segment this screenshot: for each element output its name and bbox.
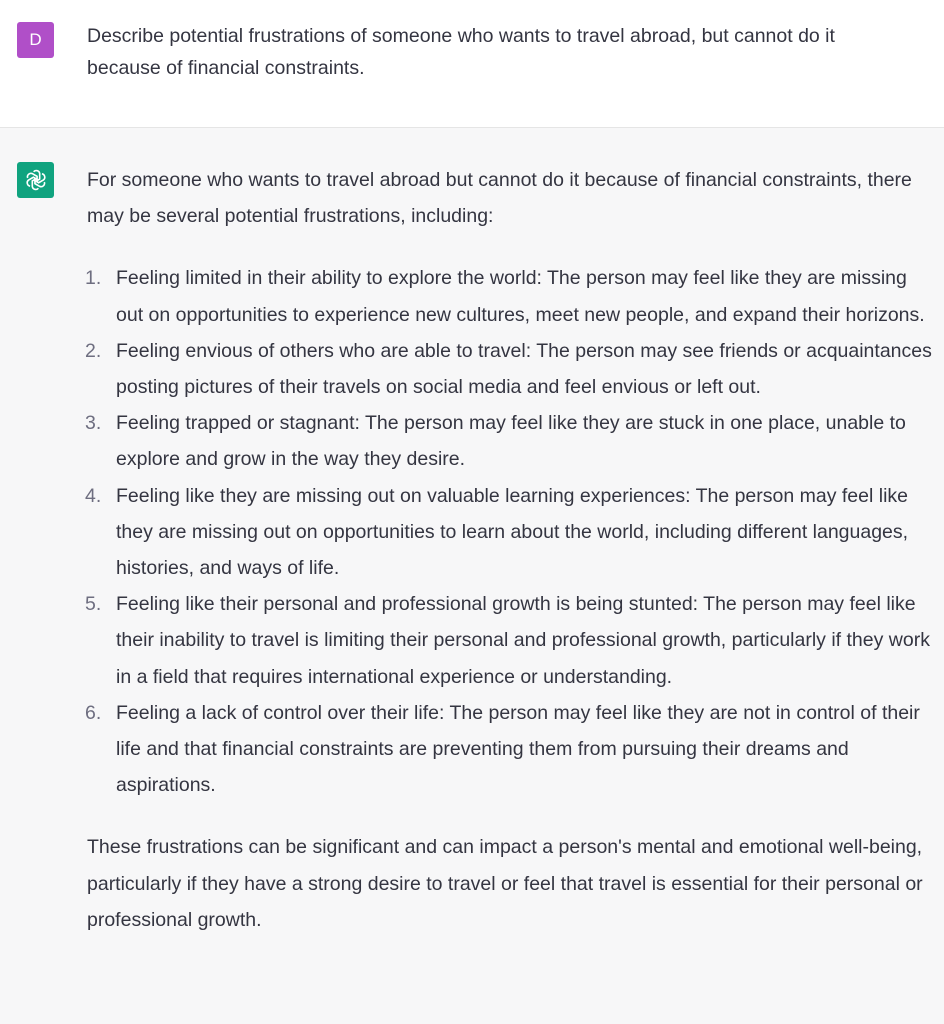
assistant-avatar — [17, 162, 54, 198]
list-item — [87, 260, 932, 332]
list-item — [87, 695, 932, 804]
list-item-text: Feeling a lack of control over their life: The person may feel like they are not in control of their life and that financial constraints are preventing them from pursuing their dreams and aspirations. — [116, 701, 920, 797]
list-item — [87, 586, 932, 695]
assistant-message-content — [87, 162, 932, 938]
list-item-text: Feeling envious of others who are able to travel: The person may see friends or acquaintances posting pictures of their travels on social media and feel envious or left out. — [116, 339, 932, 399]
list-item-number: 1. — [85, 267, 102, 290]
list-item-number: 3. — [85, 412, 102, 435]
user-avatar: D — [17, 22, 54, 58]
user-message-text: Describe potential frustrations of someone who wants to travel abroad, but cannot do it because of financial constraints. — [87, 25, 835, 79]
list-item-text: Feeling like they are missing out on valuable learning experiences: The person may feel like they are missing out on opportunities to learn about the world, including different languages, histories, and ways of life. — [116, 484, 909, 580]
user-message-row — [0, 0, 944, 128]
frustrations-list — [87, 260, 932, 803]
list-item-text: Feeling limited in their ability to explore the world: The person may feel like they are missing out on opportunities to experience new cultures, meet new people, and expand their horizons. — [116, 267, 925, 326]
list-item-text: Feeling like their personal and professional growth is being stunted: The person may feel like their inability to travel is limiting their personal and professional growth, particularly if they work in a field that requires international experience or understanding. — [116, 593, 930, 688]
list-item-number: 6. — [85, 701, 102, 724]
assistant-outro: These frustrations can be significant and can impact a person's mental and emotional well-being, particularly if they have a strong desire to travel or feel that travel is essential for their personal or professional growth. — [87, 836, 923, 931]
list-item-number: 2. — [85, 339, 102, 362]
list-item — [87, 478, 932, 587]
list-item-number: 5. — [85, 593, 102, 616]
openai-logo-icon — [23, 167, 49, 193]
list-item — [87, 405, 932, 477]
list-item — [87, 333, 932, 405]
assistant-message-row — [0, 128, 944, 1024]
assistant-intro: For someone who wants to travel abroad but cannot do it because of financial constraints, there may be several potential frustrations, including: — [87, 169, 912, 228]
list-item-text: Feeling trapped or stagnant: The person may feel like they are stuck in one place, unable to explore and grow in the way they desire. — [116, 412, 906, 471]
list-item-number: 4. — [85, 484, 102, 507]
